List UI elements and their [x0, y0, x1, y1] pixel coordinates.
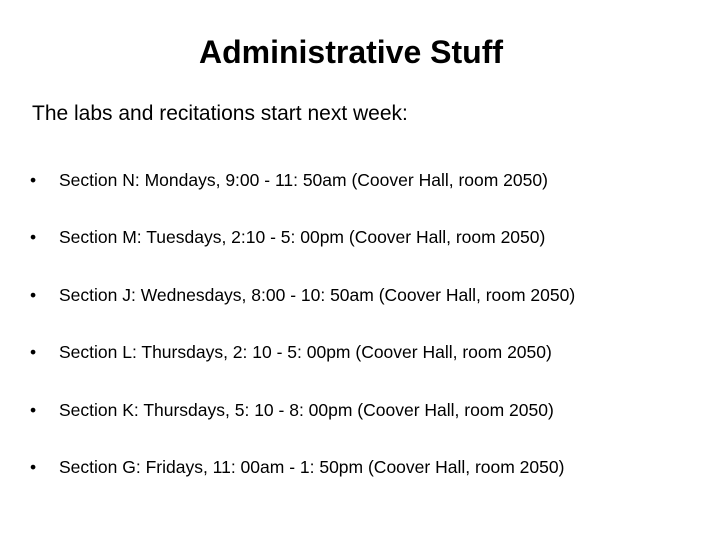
- bullet-icon: •: [30, 456, 37, 477]
- bullet-icon: •: [30, 284, 37, 305]
- bullet-icon: •: [30, 170, 37, 190]
- section-g-text: Section G: Fridays, 11: 00am - 1: 50pm (Coover Hall, room 2050): [59, 456, 565, 477]
- section-m-text: Section M: Tuesdays, 2:10 - 5: 00pm (Coover Hall, room 2050): [59, 227, 546, 248]
- slide-title: Administrative Stuff: [198, 34, 504, 70]
- section-j-text: Section J: Wednesdays, 8:00 - 10: 50am (Coover Hall, room 2050): [59, 284, 576, 305]
- section-l-text: Section L: Thursdays, 2: 10 - 5: 00pm (Coover Hall, room 2050): [59, 342, 552, 363]
- section-k-text: Section K: Thursdays, 5: 10 - 8: 00pm (Coover Hall, room 2050): [59, 399, 554, 420]
- bullet-icon: •: [30, 342, 37, 363]
- bullet-icon: •: [30, 399, 37, 420]
- section-n-text: Section N: Mondays, 9:00 - 11: 50am (Coover Hall, room 2050): [59, 170, 548, 190]
- bullet-icon: •: [30, 227, 37, 248]
- intro-text: The labs and recitations start next week:: [32, 102, 408, 125]
